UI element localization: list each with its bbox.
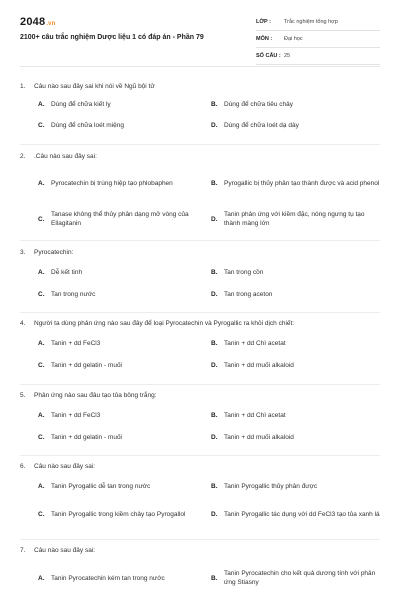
option-d[interactable]: D. Tanin + dd muối alkaloid: [211, 433, 294, 441]
option-a[interactable]: A. Dùng để chữa kiết lỵ: [38, 100, 111, 108]
question-divider: [20, 312, 380, 313]
header-divider: [20, 66, 380, 67]
question-divider: [20, 455, 380, 456]
question-divider: [20, 144, 380, 145]
option-c[interactable]: C. Tanase không thể thủy phân dạng mở vòng của Ellagitanin: [38, 211, 189, 227]
meta-value: 25: [284, 53, 291, 59]
meta-value: Đại học: [284, 36, 303, 42]
option-c[interactable]: C. Tanin + dd gelatin - muối: [38, 361, 123, 369]
option-b[interactable]: B. Tan trong cồn: [211, 268, 264, 276]
site-logo[interactable]: [20, 16, 56, 28]
option-d[interactable]: D. Tanin Pyrogallic tác dụng với dd FeCl3 tạo tủa xanh lá: [211, 510, 380, 518]
question-6: [20, 462, 380, 518]
option-d[interactable]: D. Tanin + dd muối alkaloid: [211, 361, 294, 369]
option-c[interactable]: C. Tanin Pyrogallic trong kiềm chảy tạo Pyrogallol: [38, 510, 186, 518]
question-1: [20, 82, 380, 129]
option-d[interactable]: D. Tanin phản ứng với kiềm đặc, nóng ngưng tụ tạo thành màng lớn: [211, 211, 365, 227]
question-text: 2. .Câu nào sau đây sai:: [20, 153, 97, 160]
option-b[interactable]: B. Dùng để chữa tiêu chảy: [211, 100, 294, 108]
option-a[interactable]: A. Tanin + dd FeCl3: [38, 411, 101, 419]
meta-label: LỚP :: [256, 19, 271, 25]
logo-suffix: .vn: [46, 21, 56, 27]
option-a[interactable]: A. Dễ kết tinh: [38, 268, 83, 276]
option-b[interactable]: B. Tanin Pyrocatechin cho kết quả dương tính với phản ứng Stiasny: [211, 570, 376, 586]
meta-label: MÔN :: [256, 36, 273, 42]
question-text: 6. Câu nào sau đây sai:: [20, 463, 96, 470]
option-b[interactable]: B. Tanin + dd Chì acetat: [211, 339, 286, 347]
option-c[interactable]: C. Tan trong nước: [38, 290, 96, 298]
question-text: 3. Pyrocatechin:: [20, 249, 74, 256]
meta-row-count: [256, 48, 380, 65]
option-c[interactable]: C. Tanin + dd gelatin - muối: [38, 433, 123, 441]
option-a[interactable]: A. Tanin + dd FeCl3: [38, 339, 101, 347]
question-divider: [20, 384, 380, 385]
document-header: [0, 0, 400, 72]
document-meta: [256, 14, 380, 65]
option-b[interactable]: B. Tanin Pyrogallic thủy phân được: [211, 482, 318, 490]
meta-value: Trắc nghiệm tổng hợp: [284, 19, 338, 25]
question-2: [20, 152, 380, 227]
option-b[interactable]: B. Tanin + dd Chì acetat: [211, 411, 286, 419]
question-text: 5. Phản ứng nào sau đâu tạo tủa bông trắng:: [20, 392, 157, 399]
question-text: 4. Người ta dùng phản ứng nào sau đây để loại Pyrocatechin và Pyrogallic ra khỏi dịch chiết:: [20, 320, 295, 327]
meta-row-class: [256, 14, 380, 31]
question-7: [20, 546, 380, 586]
question-5: [20, 391, 380, 441]
question-4: [20, 319, 380, 369]
question-divider: [20, 240, 380, 241]
option-c[interactable]: C. Dùng để chữa loét miệng: [38, 121, 125, 129]
logo-text: 2048: [20, 16, 46, 28]
question-text: 7. Câu nào sau đây sai:: [20, 547, 96, 554]
option-a[interactable]: A. Tanin Pyrogallic dễ tan trong nước: [38, 482, 151, 490]
question-text: 1. Câu nào sau đây sai khi nói về Ngũ bội tử: [20, 83, 155, 90]
meta-row-subject: [256, 31, 380, 48]
option-d[interactable]: D. Dùng để chữa loét dạ dày: [211, 121, 299, 129]
option-a[interactable]: A. Tanin Pyrocatechin kém tan trong nước: [38, 574, 165, 582]
option-b[interactable]: B. Pyrogallic bị thủy phân tạo thành được và acid phenol: [211, 179, 380, 187]
meta-label: SỐ CÂU :: [256, 53, 281, 59]
question-divider: [20, 539, 380, 540]
option-a[interactable]: A. Pyrocatechin bị trùng hiệp tạo phlobaphen: [38, 179, 173, 187]
question-3: [20, 248, 380, 298]
document-title: 2100+ câu trắc nghiệm Dược liệu 1 có đáp án - Phần 79: [20, 34, 204, 41]
option-d[interactable]: D. Tan trong aceton: [211, 290, 273, 298]
